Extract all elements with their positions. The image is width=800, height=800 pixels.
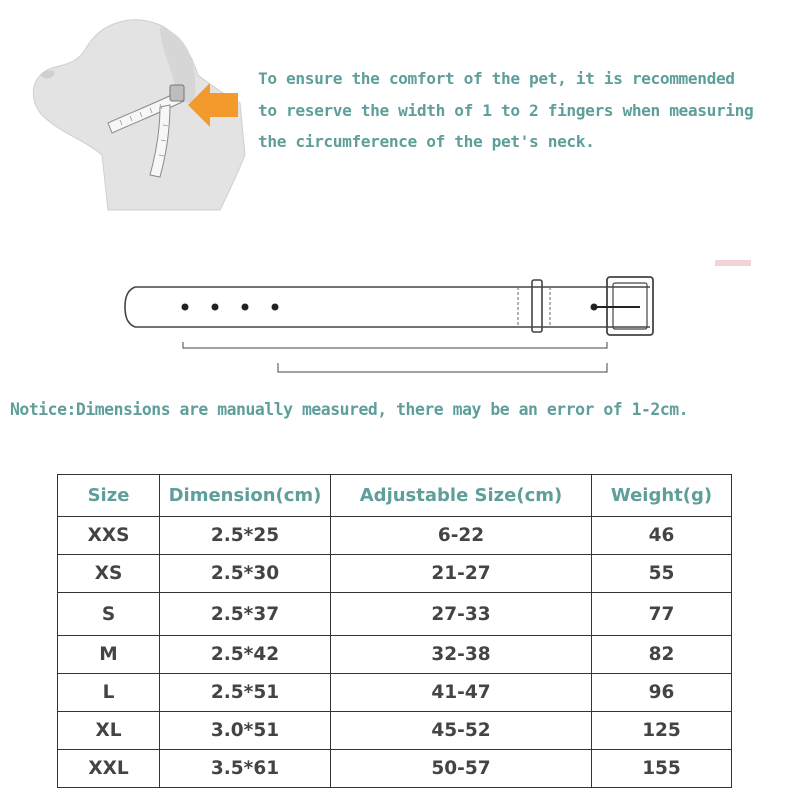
cell-weight: 55 [592,555,732,593]
cell-weight: 155 [592,750,732,788]
cell-size: XS [58,555,160,593]
table-row [58,674,732,712]
cell-size: L [58,674,160,712]
cell-adjustable-size: 6-22 [331,517,592,555]
cell-dimension: 2.5*51 [160,674,331,712]
header-adjustable-size: Adjustable Size(cm) [331,475,592,517]
cell-dimension: 2.5*37 [160,593,331,636]
cell-adjustable-size: 21-27 [331,555,592,593]
table-header-row [58,475,732,517]
cell-weight: 82 [592,636,732,674]
adjustable-range-bracket [278,363,607,372]
intro-line: To ensure the comfort of the pet, it is recommended [258,69,735,88]
table-row [58,750,732,788]
table-row [58,517,732,555]
cell-size: M [58,636,160,674]
notice-text: Notice:Dimensions are manually measured, there may be an error of 1-2cm. [10,400,689,419]
intro-line: to reserve the width of 1 to 2 fingers when measuring [258,100,754,120]
header-weight: Weight(g) [592,475,732,517]
table-row [58,555,732,593]
collar-hole [182,304,189,311]
cell-adjustable-size: 45-52 [331,712,592,750]
table-row [58,712,732,750]
collar-hole [242,304,249,311]
intro-line: the circumference of the pet's neck. [258,132,595,151]
cell-dimension: 2.5*25 [160,517,331,555]
header-size: Size [58,475,160,517]
pink-mark [715,260,751,266]
cell-dimension: 2.5*30 [160,555,331,593]
cell-adjustable-size: 27-33 [331,593,592,636]
collar-hole [212,304,219,311]
cell-dimension: 3.0*51 [160,712,331,750]
cell-adjustable-size: 32-38 [331,636,592,674]
total-length-bracket [183,342,607,348]
cell-adjustable-size: 50-57 [331,750,592,788]
cell-dimension: 3.5*61 [160,750,331,788]
tape-buckle [170,85,184,101]
cell-size: XXS [58,517,160,555]
table-row [58,593,732,636]
size-chart-table [57,474,732,788]
cell-size: S [58,593,160,636]
dog-measuring-illustration [20,5,250,215]
cell-dimension: 2.5*42 [160,636,331,674]
table-row [58,636,732,674]
header-dimension: Dimension(cm) [160,475,331,517]
cell-weight: 96 [592,674,732,712]
collar-diagram [110,270,670,390]
collar-hole [272,304,279,311]
intro-text [258,63,788,158]
cell-size: XL [58,712,160,750]
cell-weight: 125 [592,712,732,750]
cell-weight: 46 [592,517,732,555]
collar-tip [125,287,135,327]
cell-weight: 77 [592,593,732,636]
cell-size: XXL [58,750,160,788]
cell-adjustable-size: 41-47 [331,674,592,712]
